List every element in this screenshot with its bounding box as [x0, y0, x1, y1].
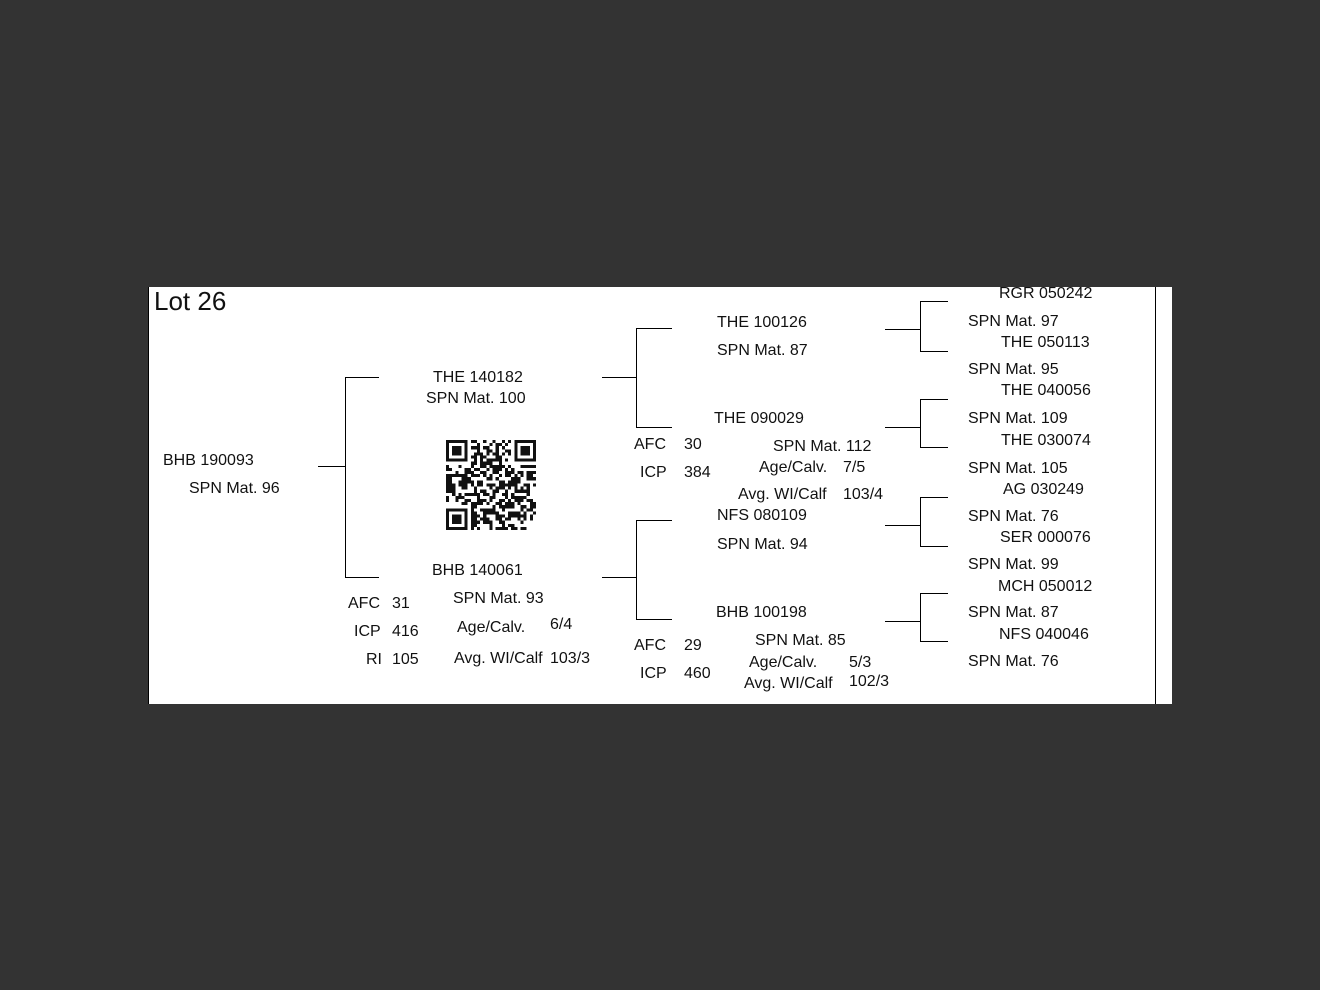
dam-ri-label: RI — [366, 651, 382, 668]
ggp-7-id: MCH 050012 — [998, 578, 1093, 595]
sire-dam-wi-label: Avg. WI/Calf — [738, 486, 827, 503]
ggp-3-spn: SPN Mat. 109 — [968, 410, 1068, 427]
connector-line — [920, 301, 921, 352]
ggp-5-spn: SPN Mat. 76 — [968, 508, 1059, 525]
dam-icp-label: ICP — [354, 623, 381, 640]
dam-dam-afc-label: AFC — [634, 637, 666, 654]
sire-dam-spn: SPN Mat. 112 — [773, 438, 872, 455]
dam-age-label: Age/Calv. — [457, 619, 526, 636]
ggp-8-id: NFS 040046 — [999, 626, 1089, 643]
ggp-6-id: SER 000076 — [1000, 529, 1091, 546]
sire-dam-id: THE 090029 — [714, 410, 804, 427]
sire-dam-age-value: 7/5 — [843, 459, 866, 476]
connector-line — [885, 621, 920, 622]
connector-line — [920, 497, 948, 498]
ggp-2-id: THE 050113 — [1001, 334, 1090, 351]
ggp-7-spn: SPN Mat. 87 — [968, 604, 1059, 621]
dam-dam-age-label: Age/Calv. — [749, 654, 818, 671]
sire-dam-icp-label: ICP — [640, 464, 667, 481]
sire-dam-wi-value: 103/4 — [843, 486, 884, 503]
connector-line — [920, 593, 948, 594]
connector-line — [920, 593, 921, 642]
sire-id: THE 140182 — [433, 369, 523, 386]
subject-id: BHB 190093 — [163, 452, 254, 469]
lot-title: Lot 26 — [154, 287, 227, 316]
connector-line — [920, 546, 948, 547]
connector-line — [920, 641, 948, 642]
dam-id: BHB 140061 — [432, 562, 523, 579]
dam-wi-value: 103/3 — [550, 650, 591, 667]
ggp-1-id: RGR 050242 — [999, 287, 1093, 302]
dam-dam-age-value: 5/3 — [849, 654, 872, 671]
dam-ri-value: 105 — [392, 651, 419, 668]
dam-age-value: 6/4 — [550, 616, 573, 633]
dam-dam-icp-label: ICP — [640, 665, 667, 682]
connector-line — [920, 301, 948, 302]
connector-line — [885, 329, 920, 330]
connector-line — [318, 466, 345, 467]
dam-sire-spn: SPN Mat. 94 — [717, 536, 808, 553]
connector-line — [345, 377, 346, 578]
dam-sire-id: NFS 080109 — [717, 507, 807, 524]
dam-dam-icp-value: 460 — [684, 665, 711, 682]
connector-line — [602, 577, 636, 578]
connector-line — [636, 520, 637, 619]
ggp-6-spn: SPN Mat. 99 — [968, 556, 1059, 573]
ggp-4-spn: SPN Mat. 105 — [968, 460, 1068, 477]
sire-dam-afc-value: 30 — [684, 436, 702, 453]
card-left-border — [148, 287, 149, 704]
sire-dam-afc-label: AFC — [634, 436, 666, 453]
connector-line — [636, 520, 672, 521]
ggp-2-spn: SPN Mat. 95 — [968, 361, 1059, 378]
dam-spn: SPN Mat. 93 — [453, 590, 544, 607]
dam-afc-label: AFC — [348, 595, 380, 612]
card-right-border — [1155, 287, 1156, 704]
connector-line — [636, 427, 672, 428]
connector-line — [920, 447, 948, 448]
connector-line — [885, 525, 920, 526]
ggp-1-spn: SPN Mat. 97 — [968, 313, 1059, 330]
connector-line — [345, 377, 379, 378]
dam-wi-label: Avg. WI/Calf — [454, 650, 543, 667]
connector-line — [885, 427, 920, 428]
connector-line — [602, 377, 636, 378]
dam-afc-value: 31 — [392, 595, 410, 612]
connector-line — [920, 399, 948, 400]
ggp-4-id: THE 030074 — [1001, 432, 1091, 449]
sire-sire-spn: SPN Mat. 87 — [717, 342, 808, 359]
subject-spn: SPN Mat. 96 — [189, 480, 280, 497]
sire-dam-age-label: Age/Calv. — [759, 459, 828, 476]
sire-dam-icp-value: 384 — [684, 464, 711, 481]
dam-dam-wi-label: Avg. WI/Calf — [744, 675, 833, 692]
connector-line — [920, 497, 921, 547]
dam-icp-value: 416 — [392, 623, 419, 640]
connector-line — [636, 619, 672, 620]
qr-code — [446, 440, 536, 530]
ggp-8-spn: SPN Mat. 76 — [968, 653, 1059, 670]
connector-line — [345, 577, 379, 578]
connector-line — [636, 328, 637, 427]
dam-dam-spn: SPN Mat. 85 — [755, 632, 846, 649]
sire-spn: SPN Mat. 100 — [426, 390, 526, 407]
pedigree-card — [148, 287, 1172, 704]
ggp-5-id: AG 030249 — [1003, 481, 1084, 498]
sire-sire-id: THE 100126 — [717, 314, 807, 331]
dam-dam-wi-value: 102/3 — [849, 673, 890, 690]
dam-dam-afc-value: 29 — [684, 637, 702, 654]
dam-dam-id: BHB 100198 — [716, 604, 807, 621]
connector-line — [920, 351, 948, 352]
connector-line — [636, 328, 672, 329]
connector-line — [920, 399, 921, 448]
ggp-3-id: THE 040056 — [1001, 382, 1091, 399]
